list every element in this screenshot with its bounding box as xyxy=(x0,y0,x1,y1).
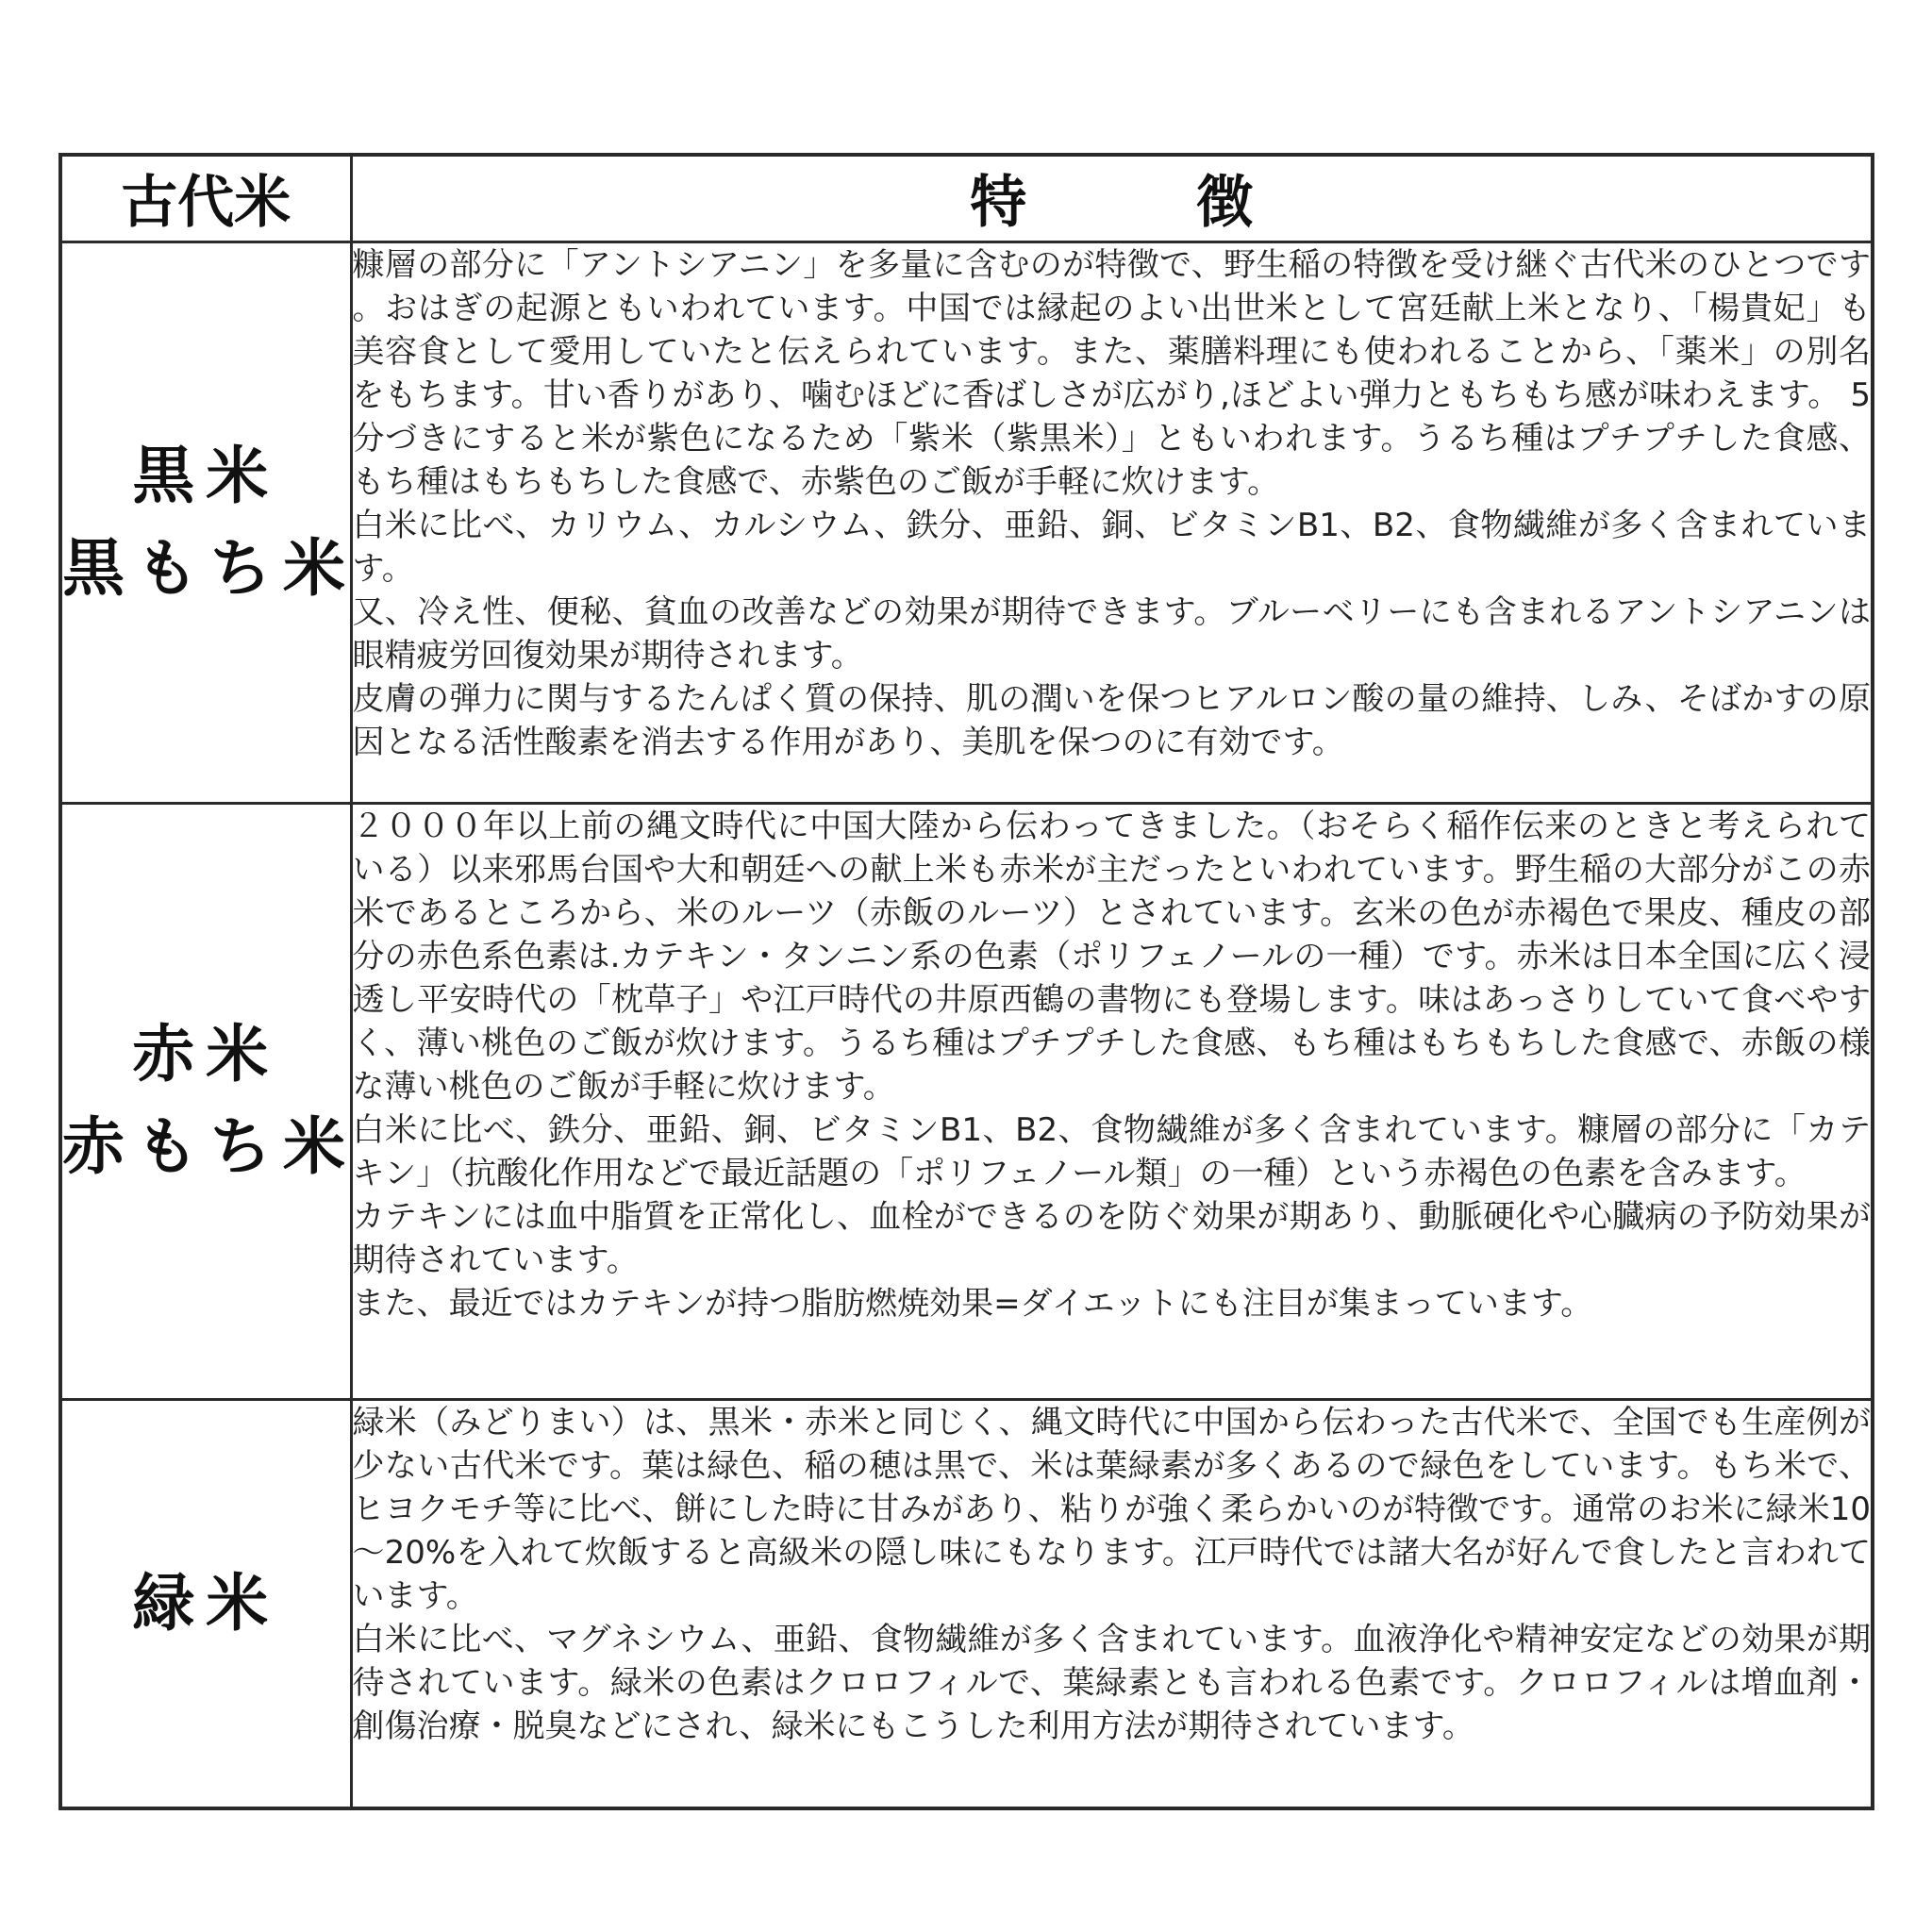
description-paragraph: 皮膚の弾力に関与するたんぱく質の保持、肌の潤いを保つヒアルロン酸の量の維持、しみ、そばかすの原因となる活性酸素を消去する作用があり、美肌を保つのに有効です。 xyxy=(352,679,1871,761)
description-paragraph: カテキンには血中脂質を正常化し、血栓ができるのを防ぐ効果が期あり、動脈硬化や心臓病の予防効果が期待されています。 xyxy=(352,1197,1871,1279)
header-features: 特徴 xyxy=(351,155,1873,242)
rice-description-cell xyxy=(351,242,1873,803)
table-row-green-rice xyxy=(60,1399,1873,1808)
header-ancient-rice: 古代米 xyxy=(60,155,351,242)
rice-name-cell xyxy=(60,1399,351,1808)
description-paragraph: ２０００年以上前の縄文時代に中国大陸から伝わってきました。（おそらく稲作伝来のときと考えられている）以来邪馬台国や大和朝廷への献上米も赤米が主だったといわれています。野生稲の大部分がこの赤米であるところから、米のルーツ（赤飯のルーツ）とされています。玄米の色が赤褐色で果皮、種皮の部分の赤色系色素は.カテキン・タンニン系の色素（ポリフェノールの一種）です。赤米は日本全国に広く浸透し平安時代の「枕草子」や江戸時代の井原西鶴の書物にも登場します。味はあっさりしていて食べやすく、薄い桃色のご飯が炊けます。うるち種はプチプチした食感、もち種はもちもちした食感で、赤飯の様な薄い桃色のご飯が手軽に炊けます。 xyxy=(352,807,1871,1106)
table-row-red-rice xyxy=(60,803,1873,1399)
rice-name: 赤もち米 xyxy=(62,1110,357,1183)
ancient-rice-table xyxy=(58,153,1874,1810)
description-paragraph: また、最近ではカテキンが持つ脂肪燃焼効果=ダイエットにも注目が集まっています。 xyxy=(352,1284,1593,1323)
rice-description-cell xyxy=(351,803,1873,1399)
rice-name: 黒もち米 xyxy=(62,531,357,605)
description-paragraph: 白米に比べ、マグネシウム、亜鉛、食物繊維が多く含まれています。血液浄化や精神安定などの効果が期待されています。緑米の色素はクロロフィルで、葉緑素とも言われる色素です。クロロフィルは増血剤・創傷治療・脱臭などにされ、緑米にもこうした利用方法が期待されています。 xyxy=(352,1620,1871,1745)
description-paragraph: 糠層の部分に「アントシアニン」を多量に含むのが特徴で、野生稲の特徴を受け継ぐ古代米のひとつです。おはぎの起源ともいわれています。中国では縁起のよい出世米として宮廷献上米となり、「楊貴妃」も美容食として愛用していたと伝えられています。また、薬膳料理にも使われることから、「薬米」の別名をもちます。甘い香りがあり、噛むほどに香ばしさが広がり,ほどよい弾力ともちもち感が味わえます。 5分づきにすると米が紫色になるため「紫米（紫黒米）」ともいわれます。うるち種はプチプチした食感、もち種はもちもちした食感で、赤紫色のご飯が手軽に炊けます。 xyxy=(352,245,1871,501)
rice-description-cell xyxy=(351,1399,1873,1808)
description-paragraph: 白米に比べ、鉄分、亜鉛、銅、ビタミンB1、B2、食物繊維が多く含まれています。糠層の部分に「カテキン」（抗酸化作用などで最近話題の「ポリフェノール類」の一種）という赤褐色の色素を含みます。 xyxy=(352,1110,1871,1192)
description-paragraph: 又、冷え性、便秘、貧血の改善などの効果が期待できます。ブルーベリーにも含まれるアントシアニンは眼精疲労回復効果が期待されます。 xyxy=(352,592,1871,675)
description-paragraph: 緑米（みどりまい）は、黒米・赤米と同じく、縄文時代に中国から伝わった古代米で、全国でも生産例が少ない古代米です。葉は緑色、稲の穂は黒で、米は葉緑素が多くあるので緑色をしています。もち米で、ヒヨクモチ等に比べ、餅にした時に甘みがあり、粘りが強く柔らかいのが特徴です。通常のお米に緑米10～20%を入れて炊飯すると高級米の隠し味にもなります。江戸時代では諸大名が好んで食したと言われています。 xyxy=(352,1403,1871,1615)
rice-name: 黒米 xyxy=(132,439,280,512)
rice-name: 赤米 xyxy=(132,1018,280,1091)
rice-name-cell xyxy=(60,803,357,1399)
rice-name: 緑米 xyxy=(132,1566,280,1640)
table-row-black-rice xyxy=(60,242,1873,803)
table-header-row xyxy=(60,155,1873,242)
description-paragraph: 白米に比べ、カリウム、カルシウム、鉄分、亜鉛、銅、ビタミンB1、B2、食物繊維が多く含まれています。 xyxy=(352,506,1871,588)
rice-name-cell xyxy=(60,242,357,803)
